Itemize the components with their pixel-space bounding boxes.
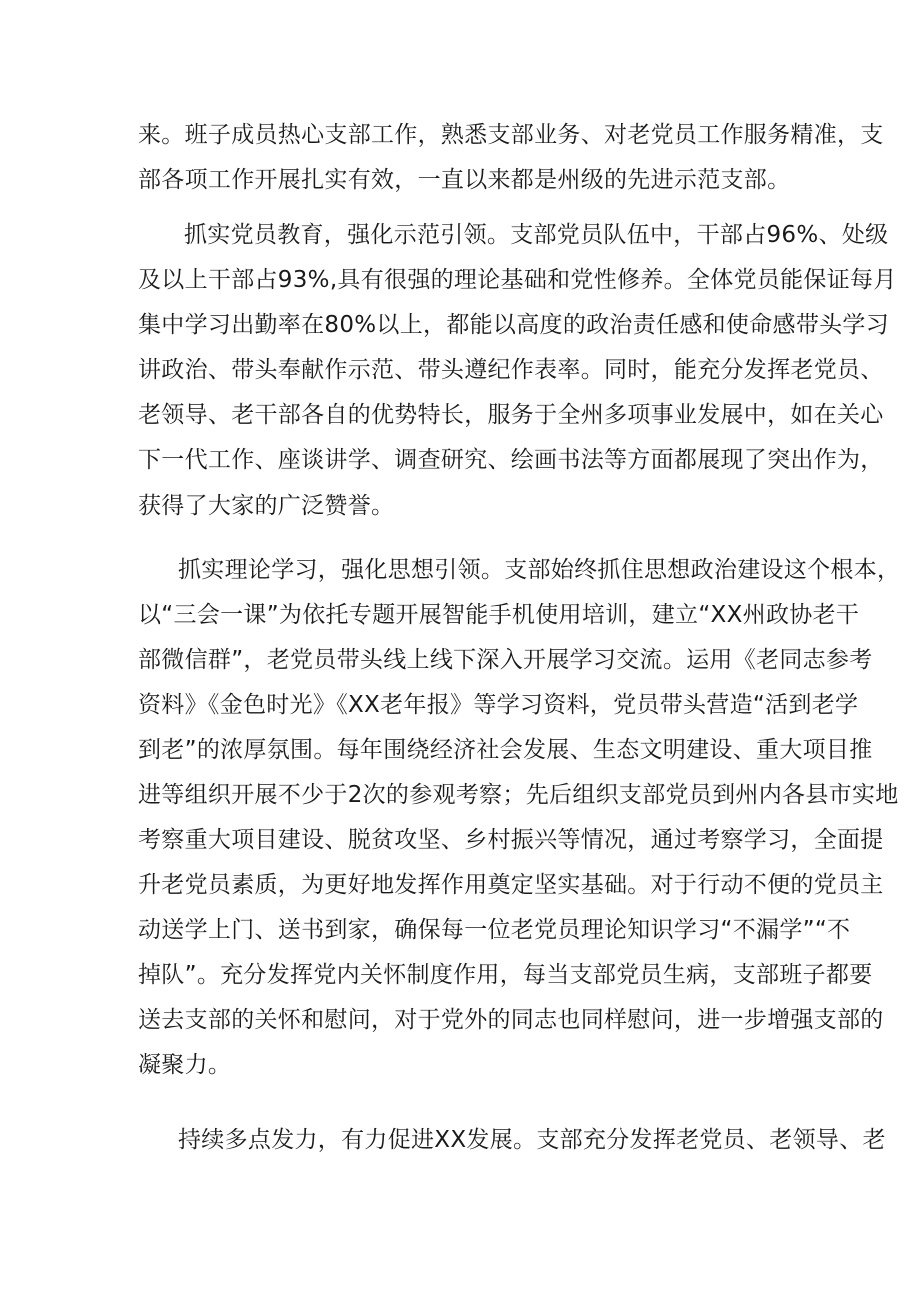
paragraph-first-line: 抓实理论学习，强化思想引领。支部始终抓住思想政治建设这个根本，: [178, 557, 901, 583]
text-line: 动送学上门、送书到家，确保每一位老党员理论知识学习“不漏学”“不: [138, 917, 851, 943]
text-line: 考察重大项目建设、脱贫攻坚、乡村振兴等情况，通过考察学习，全面提: [138, 827, 884, 853]
text-line: 升老党员素质，为更好地发挥作用奠定坚实基础。对于行动不便的党员主: [138, 872, 884, 898]
text-line: 来。班子成员热心支部工作，熟悉支部业务、对老党员工作服务精准，支: [138, 122, 884, 148]
paragraph-first-line: 持续多点发力，有力促进XX发展。支部充分发挥老党员、老领导、老: [178, 1127, 886, 1153]
text-line: 到老”的浓厚氛围。每年围绕经济社会发展、生态文明建设、重大项目推: [138, 737, 873, 763]
text-line: 凝聚力。: [138, 1052, 232, 1078]
text-line: 及以上干部占93%,具有很强的理论基础和党性修养。全体党员能保证每月: [138, 267, 897, 293]
text-line: 讲政治、带头奉献作示范、带头遵纪作表率。同时，能充分发挥老党员、: [138, 357, 884, 383]
text-line: 部微信群”，老党员带头线上线下深入开展学习交流。运用《老同志参考: [138, 647, 873, 673]
text-line: 送去支部的关怀和慰问，对于党外的同志也同样慰问，进一步增强支部的: [138, 1007, 884, 1033]
text-line: 资料》《金色时光》《XX老年报》等学习资料，党员带头营造“活到老学: [138, 692, 859, 718]
text-line: 获得了大家的广泛赞誉。: [138, 493, 395, 519]
text-line: 掉队”。充分发挥党内关怀制度作用，每当支部党员生病，支部班子都要: [138, 962, 873, 988]
paragraph-first-line: 抓实党员教育，强化示范引领。支部党员队伍中，干部占96%、处级: [184, 222, 889, 248]
text-line: 集中学习出勤率在80%以上，都能以高度的政治责任感和使命感带头学习: [138, 312, 890, 338]
text-line: 下一代工作、座谈讲学、调查研究、绘画书法等方面都展现了突出作为，: [138, 447, 884, 473]
text-line: 进等组织开展不少于2次的参观考察；先后组织支部党员到州内各县市实地: [138, 782, 899, 808]
text-line: 老领导、老干部各自的优势特长，服务于全州多项事业发展中，如在关心: [138, 402, 884, 428]
text-line: 部各项工作开展扎实有效，一直以来都是州级的先进示范支部。: [138, 167, 791, 193]
text-line: 以“三会一课”为依托专题开展智能手机使用培训，建立“XX州政协老干: [138, 602, 860, 628]
